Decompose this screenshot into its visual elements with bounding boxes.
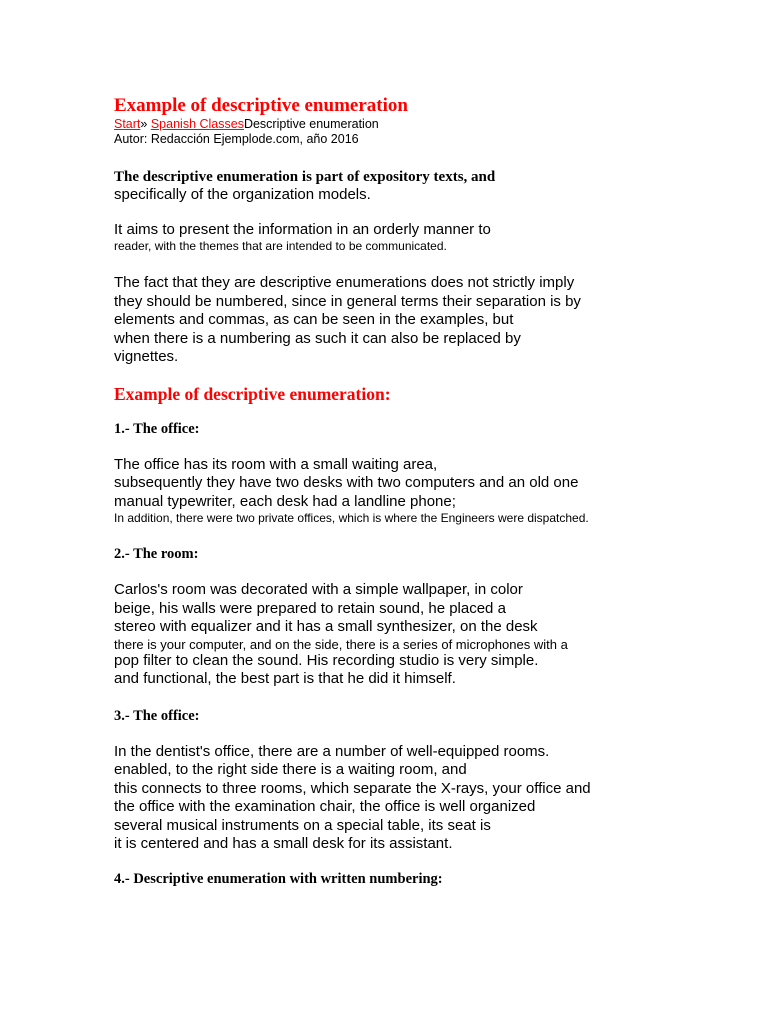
fact-line: elements and commas, as can be seen in the examples, but — [114, 311, 514, 328]
fact-paragraph — [114, 274, 734, 367]
author-line: Autor: Redacción Ejemplode.com, año 2016 — [114, 132, 359, 146]
fact-line: vignettes. — [114, 348, 179, 365]
aim-paragraph — [114, 221, 734, 255]
section-3-line: this connects to three rooms, which separate the X-rays, your office and — [114, 779, 591, 797]
section-subtitle: Example of descriptive enumeration: — [114, 383, 391, 404]
section-1-line: manual typewriter, each desk had a landline phone; — [114, 492, 456, 510]
section-3-line: several musical instruments on a special table, its seat is — [114, 816, 491, 834]
fact-line: when there is a numbering as such it can also be replaced by — [114, 329, 521, 347]
section-1-heading: 1.- The office: — [114, 420, 200, 437]
aim-line-2: reader, with the themes that are intended to be communicated. — [114, 239, 447, 253]
section-3-paragraph — [114, 743, 734, 854]
intro-line-2: specifically of the organization models. — [114, 186, 371, 203]
page-title: Example of descriptive enumeration — [114, 95, 408, 116]
section-2-line: pop filter to clean the sound. His recording studio is very simple. — [114, 651, 539, 669]
fact-line: The fact that they are descriptive enumerations does not strictly imply — [114, 274, 575, 291]
section-3-line: the office with the examination chair, the office is well organized — [114, 798, 536, 815]
section-2-line: beige, his walls were prepared to retain sound, he placed a — [114, 599, 506, 617]
aim-line-1: It aims to present the information in an orderly manner to — [114, 220, 491, 238]
intro-line-1: The descriptive enumeration is part of expository texts, and — [114, 169, 496, 185]
section-4-heading: 4.- Descriptive enumeration with written numbering: — [114, 870, 443, 887]
intro-paragraph — [114, 168, 734, 205]
breadcrumb-separator: » — [140, 117, 151, 131]
breadcrumb-current: Descriptive enumeration — [243, 117, 379, 131]
section-3-line: it is centered and has a small desk for its assistant. — [114, 835, 453, 852]
section-1-line: The office has its room with a small waiting area, — [114, 455, 438, 473]
section-2-line: stereo with equalizer and it has a small synthesizer, on the desk — [114, 618, 538, 635]
section-2-line: and functional, the best part is that he did it himself. — [114, 670, 456, 687]
breadcrumb-spanish-classes-link[interactable]: Spanish Classes — [150, 117, 244, 131]
section-2-heading: 2.- The room: — [114, 546, 199, 562]
section-2-paragraph — [114, 581, 734, 689]
section-3-line: enabled, to the right side there is a waiting room, and — [114, 761, 467, 778]
section-1-small-line: In addition, there were two private offices, which is where the Engineers were dispatched. — [114, 511, 589, 525]
section-1-paragraph — [114, 456, 734, 527]
breadcrumb-start-link[interactable]: Start — [114, 117, 141, 131]
breadcrumb — [114, 117, 734, 132]
section-2-line: Carlos's room was decorated with a simple wallpaper, in color — [114, 581, 523, 598]
document-page — [114, 95, 734, 888]
fact-line: they should be numbered, since in general terms their separation is by — [114, 292, 581, 310]
section-3-line: In the dentist's office, there are a number of well-equipped rooms. — [114, 742, 550, 760]
section-2-small-line: there is your computer, and on the side, there is a series of microphones with a — [114, 636, 568, 652]
section-3-heading: 3.- The office: — [114, 707, 200, 724]
section-1-line: subsequently they have two desks with two computers and an old one — [114, 474, 579, 491]
